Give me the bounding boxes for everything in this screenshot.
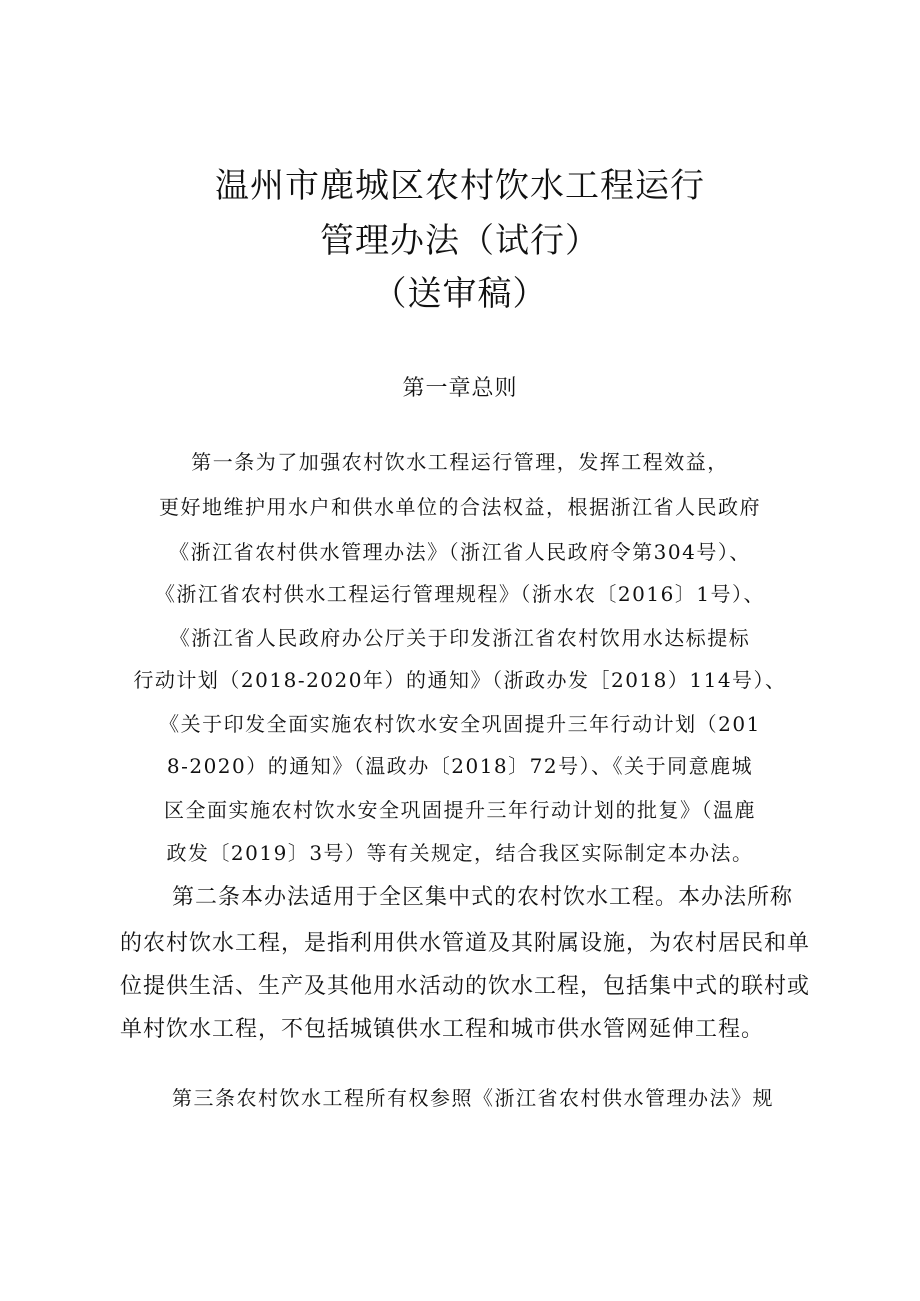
article-1-line: 更好地维护用水户和供水单位的合法权益，根据浙江省人民政府 [159, 495, 761, 519]
document-title-line-1: 温州市鹿城区农村饮水工程运行 [215, 166, 705, 206]
article-2-line: 第二条本办法适用于全区集中式的农村饮水工程。本办法所称 [172, 885, 794, 910]
article-2-line: 的农村饮水工程，是指利用供水管道及其附属设施，为农村居民和单 [120, 931, 811, 956]
article-1-line: 《关于印发全面实施农村饮水安全巩固提升三年行动计划（201 [159, 712, 761, 736]
chapter-heading: 第一章总则 [402, 376, 518, 401]
article-1-line: 8-2020）的通知》（温政办〔2018〕72号）、《关于同意鹿城 [166, 754, 754, 778]
article-1-line: 区全面实施农村饮水安全巩固提升三年行动计划的批复》（温鹿 [164, 798, 756, 822]
article-1-line: 行动计划（2018-2020年）的通知》（浙政办发［2018）114号）、 [133, 668, 787, 692]
article-1-line: 《浙江省农村供水管理办法》（浙江省人民政府令第304号）、 [169, 540, 751, 564]
article-2-line: 位提供生活、生产及其他用水活动的饮水工程，包括集中式的联村或 [120, 974, 811, 999]
document-title-line-3: （送审稿） [372, 274, 548, 314]
article-1-line: 政发〔2019〕3号）等有关规定，结合我区实际制定本办法。 [166, 841, 754, 865]
document-title-line-2: 管理办法（试行） [320, 221, 600, 261]
article-2-line: 单村饮水工程，不包括城镇供水工程和城市供水管网延伸工程。 [120, 1017, 765, 1042]
article-1-line: 第一条为了加强农村饮水工程运行管理，发挥工程效益， [191, 450, 729, 474]
article-1-line: 《浙江省农村供水工程运行管理规程》（浙水农〔2016〕1号）、 [154, 582, 766, 606]
article-3-line: 第三条农村饮水工程所有权参照《浙江省农村供水管理办法》规 [172, 1086, 774, 1110]
article-1-line: 《浙江省人民政府办公厅关于印发浙江省农村饮用水达标提标 [169, 626, 751, 650]
